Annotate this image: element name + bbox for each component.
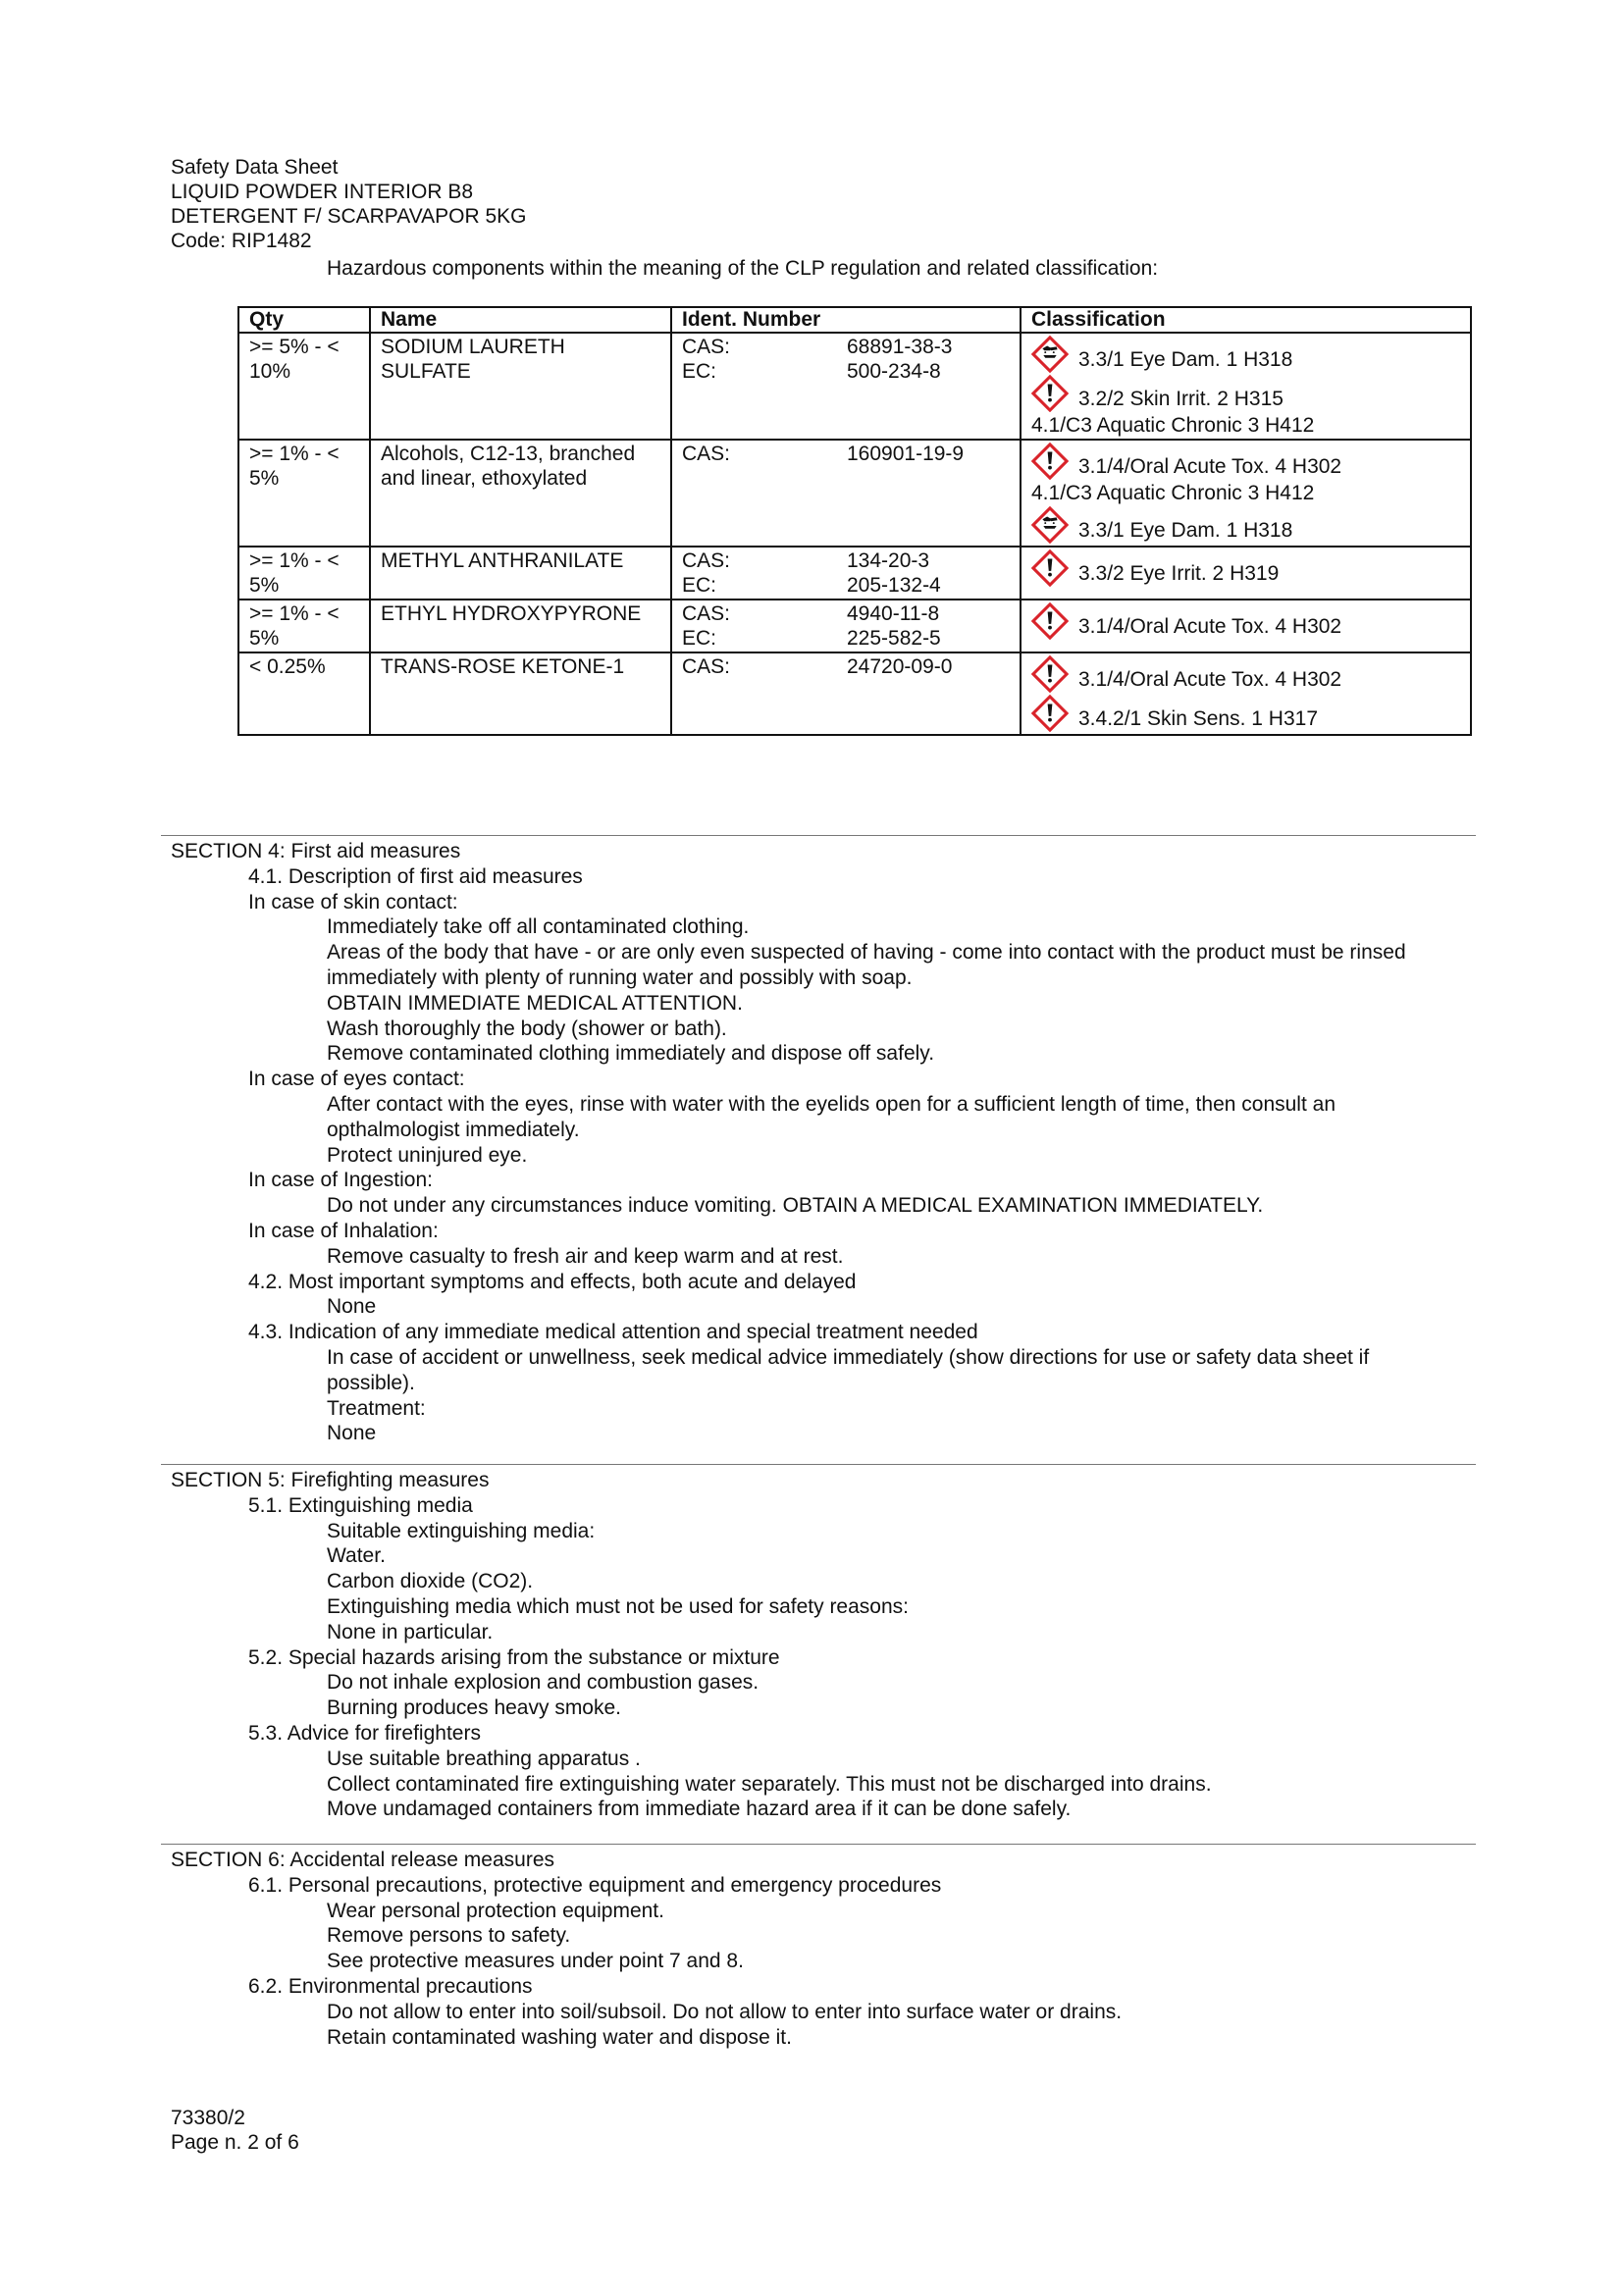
- table-body: [238, 333, 1471, 735]
- ident-number: 205-132-4: [847, 574, 941, 597]
- instruction-text: Areas of the body that have - or are only even suspected of having - come into contact with the product must be rinsed immediately with plenty of running water and possibly with soap.: [327, 941, 1406, 989]
- hazard-statement: 4.1/C3 Aquatic Chronic 3 H412: [1031, 414, 1315, 437]
- product-name-line1: LIQUID POWDER INTERIOR B8: [171, 181, 474, 203]
- instruction-text: None in particular.: [327, 1620, 494, 1643]
- classification-entry: [1031, 694, 1460, 733]
- ident-number: 225-582-5: [847, 627, 941, 650]
- hazard-statement: 3.1/4/Oral Acute Tox. 4 H302: [1078, 614, 1342, 638]
- ident-number: 4940-11-8: [847, 602, 940, 625]
- name-cell: METHYL ANTHRANILATE: [370, 547, 671, 600]
- instruction-text: In case of accident or unwellness, seek medical advice immediately (show directions for use or safety data sheet if possible).: [327, 1345, 1370, 1394]
- page-number: Page n. 2 of 6: [171, 2131, 299, 2154]
- ident-cell: [671, 652, 1021, 735]
- classification-cell: [1021, 652, 1471, 735]
- classification-cell: [1021, 600, 1471, 652]
- subsection-heading: In case of Ingestion:: [248, 1169, 433, 1192]
- section-body: [161, 1873, 1476, 2051]
- instruction-text: OBTAIN IMMEDIATE MEDICAL ATTENTION.: [327, 991, 743, 1015]
- ident-type: EC:: [682, 627, 717, 650]
- ident-cell: [671, 547, 1021, 600]
- col-header-ident: Ident. Number: [671, 307, 1021, 333]
- col-header-qty: Qty: [238, 307, 370, 333]
- instruction-text: See protective measures under point 7 and 8.: [327, 1950, 744, 1973]
- qty-cell: < 0.25%: [238, 652, 370, 735]
- subsection-heading: 6.1. Personal precautions, protective equipment and emergency procedures: [248, 1873, 942, 1897]
- exclamation-icon: [1031, 655, 1069, 693]
- classification-entry: [1031, 654, 1460, 694]
- ident-cell: [671, 440, 1021, 547]
- instruction-text: After contact with the eyes, rinse with water with the eyelids open for a sufficient length of time, then consult an opthalmologist immediately.: [327, 1092, 1336, 1141]
- instruction-text: Move undamaged containers from immediate hazard area if it can be done safely.: [327, 1798, 1072, 1821]
- section-body: [161, 1493, 1476, 1822]
- subsection-heading: 6.2. Environmental precautions: [248, 1974, 533, 1998]
- instruction-text: Do not inhale explosion and combustion gases.: [327, 1671, 760, 1695]
- classification-entry: [1031, 335, 1460, 374]
- instruction-text: Treatment:: [327, 1396, 426, 1420]
- subsection-heading: 5.3. Advice for firefighters: [248, 1721, 481, 1745]
- document-id: 73380/2: [171, 2107, 245, 2129]
- subsection-heading: 5.1. Extinguishing media: [248, 1493, 473, 1517]
- col-header-classification: Classification: [1021, 307, 1471, 333]
- subsection-heading: In case of Inhalation:: [248, 1219, 439, 1242]
- qty-cell: >= 1% - < 5%: [238, 600, 370, 652]
- section-title: SECTION 6: Accidental release measures: [171, 1849, 555, 1871]
- section-title: SECTION 5: Firefighting measures: [171, 1469, 490, 1491]
- subsection-heading: 4.2. Most important symptoms and effects, both acute and delayed: [248, 1270, 857, 1293]
- name-cell: Alcohols, C12-13, branched and linear, ethoxylated: [370, 440, 671, 547]
- instruction-text: Retain contaminated washing water and dispose it.: [327, 2025, 792, 2049]
- instruction-text: Wash thoroughly the body (shower or bath).: [327, 1017, 727, 1040]
- instruction-text: Use suitable breathing apparatus .: [327, 1747, 641, 1770]
- section-6: [161, 1844, 1476, 2050]
- instruction-text: Remove contaminated clothing immediately and dispose off safely.: [327, 1042, 935, 1066]
- classification-entry: [1031, 442, 1460, 481]
- product-name-line2: DETERGENT F/ SCARPAVAPOR 5KG: [171, 205, 527, 228]
- exclamation-icon: [1031, 602, 1069, 640]
- ident-type: CAS:: [682, 602, 731, 625]
- corrosion-icon: [1031, 336, 1069, 373]
- instruction-text: Water.: [327, 1544, 386, 1568]
- ident-type: EC:: [682, 360, 717, 383]
- ident-number: 134-20-3: [847, 549, 930, 572]
- table-header-row: [238, 307, 1471, 333]
- hazard-statement: 3.3/1 Eye Dam. 1 H318: [1078, 518, 1293, 542]
- ident-cell: [671, 600, 1021, 652]
- hazard-statement: 3.1/4/Oral Acute Tox. 4 H302: [1078, 454, 1342, 478]
- instruction-text: Do not allow to enter into soil/subsoil. Do not allow to enter into surface water or drains.: [327, 2000, 1123, 2023]
- hazard-statement: 3.3/2 Eye Irrit. 2 H319: [1078, 561, 1280, 585]
- document-header: [171, 155, 527, 253]
- section-body: [161, 864, 1476, 1446]
- page-footer: [171, 2106, 299, 2155]
- classification-cell: [1021, 440, 1471, 547]
- hazard-statement: 3.4.2/1 Skin Sens. 1 H317: [1078, 706, 1318, 730]
- classification-cell: [1021, 547, 1471, 600]
- product-code: Code: RIP1482: [171, 230, 312, 252]
- corrosion-icon: [1031, 506, 1069, 544]
- ident-cell: [671, 333, 1021, 440]
- ident-number: 500-234-8: [847, 360, 941, 383]
- name-cell: ETHYL HYDROXYPYRONE: [370, 600, 671, 652]
- classification-cell: [1021, 333, 1471, 440]
- classification-entry: [1031, 548, 1460, 588]
- ident-number: 68891-38-3: [847, 336, 953, 358]
- hazard-intro-text: Hazardous components within the meaning of the CLP regulation and related classification:: [327, 257, 1159, 280]
- instruction-text: Burning produces heavy smoke.: [327, 1696, 621, 1720]
- hazard-statement: 3.1/4/Oral Acute Tox. 4 H302: [1078, 667, 1342, 691]
- col-header-name: Name: [370, 307, 671, 333]
- subsection-heading: 4.1. Description of first aid measures: [248, 864, 583, 888]
- ident-type: CAS:: [682, 336, 731, 358]
- hazard-statement: 4.1/C3 Aquatic Chronic 3 H412: [1031, 482, 1315, 504]
- subsection-heading: 5.2. Special hazards arising from the substance or mixture: [248, 1645, 780, 1669]
- classification-entry: [1031, 601, 1460, 641]
- name-cell: TRANS-ROSE KETONE-1: [370, 652, 671, 735]
- subsection-heading: In case of skin contact:: [248, 890, 458, 913]
- qty-cell: >= 1% - < 5%: [238, 440, 370, 547]
- instruction-text: Suitable extinguishing media:: [327, 1519, 596, 1542]
- hazardous-components-table: [237, 306, 1472, 736]
- subsection-heading: 4.3. Indication of any immediate medical attention and special treatment needed: [248, 1321, 978, 1344]
- instruction-text: Immediately take off all contaminated clothing.: [327, 915, 750, 939]
- qty-cell: >= 5% - < 10%: [238, 333, 370, 440]
- exclamation-icon: [1031, 549, 1069, 587]
- table-row: [238, 333, 1471, 440]
- ident-number: 160901-19-9: [847, 443, 965, 465]
- instruction-text: None: [327, 1422, 377, 1445]
- instruction-text: Do not under any circumstances induce vomiting. OBTAIN A MEDICAL EXAMINATION IMMEDIATELY.: [327, 1194, 1264, 1218]
- section-5: [161, 1464, 1476, 1822]
- table-row: [238, 547, 1471, 600]
- doc-type: Safety Data Sheet: [171, 156, 339, 179]
- ident-type: CAS:: [682, 549, 731, 572]
- table-row: [238, 600, 1471, 652]
- instruction-text: Wear personal protection equipment.: [327, 1899, 664, 1922]
- instruction-text: Extinguishing media which must not be used for safety reasons:: [327, 1594, 909, 1618]
- instruction-text: Collect contaminated fire extinguishing water separately. This must not be discharged into drains.: [327, 1772, 1212, 1796]
- ident-type: CAS:: [682, 655, 731, 678]
- table-row: [238, 652, 1471, 735]
- instruction-text: Remove casualty to fresh air and keep warm and at rest.: [327, 1244, 844, 1268]
- ident-type: CAS:: [682, 443, 731, 465]
- instruction-text: None: [327, 1295, 377, 1319]
- classification-entry: [1031, 505, 1460, 545]
- hazard-statement: 3.2/2 Skin Irrit. 2 H315: [1078, 387, 1283, 410]
- ident-number: 24720-09-0: [847, 655, 953, 678]
- instruction-text: Remove persons to safety.: [327, 1924, 571, 1948]
- section-title: SECTION 4: First aid measures: [171, 840, 461, 862]
- exclamation-icon: [1031, 695, 1069, 732]
- hazard-statement: 3.3/1 Eye Dam. 1 H318: [1078, 347, 1293, 371]
- section-4: [161, 835, 1476, 1446]
- name-cell: SODIUM LAURETH SULFATE: [370, 333, 671, 440]
- subsection-heading: In case of eyes contact:: [248, 1068, 465, 1091]
- instruction-text: Protect uninjured eye.: [327, 1143, 528, 1167]
- ident-type: EC:: [682, 574, 717, 597]
- exclamation-icon: [1031, 375, 1069, 412]
- table-row: [238, 440, 1471, 547]
- qty-cell: >= 1% - < 5%: [238, 547, 370, 600]
- classification-entry: [1031, 374, 1460, 413]
- instruction-text: Carbon dioxide (CO2).: [327, 1570, 534, 1593]
- exclamation-icon: [1031, 443, 1069, 480]
